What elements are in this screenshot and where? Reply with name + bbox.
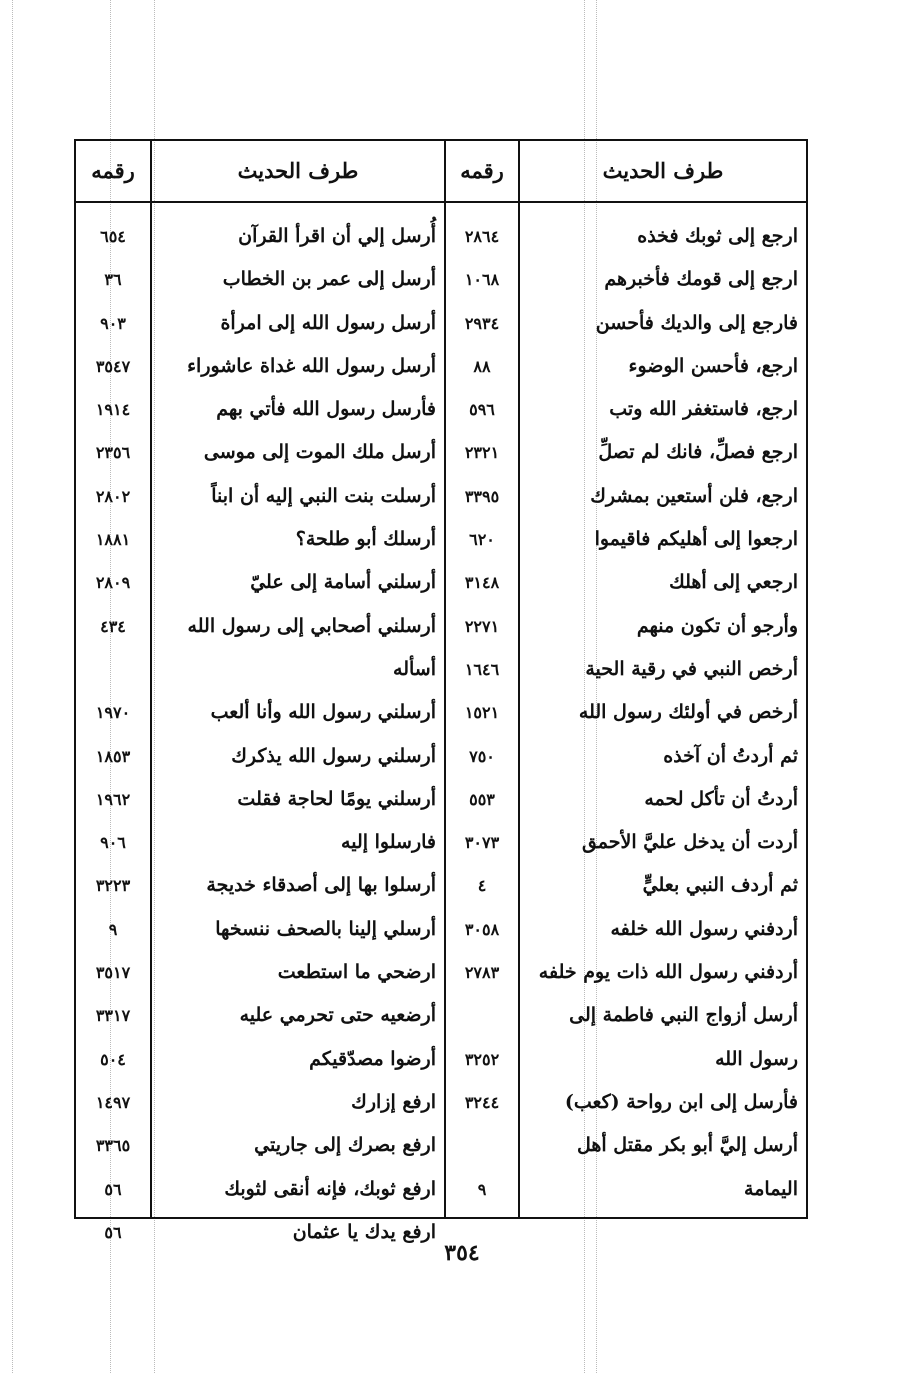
hadith-number: ٣٣٩٥ [464,486,500,506]
hadith-number: ٣١٤٨ [464,573,500,593]
hadith-number: ٣٢٥٢ [464,1049,500,1069]
hadith-phrase: أرسلني رسول الله يذكرك [231,744,436,767]
hadith-phrase: ثم أردتُ أن آخذه [663,744,798,767]
scan-guide-line [12,0,13,1373]
hadith-phrase: ارجعوا إلى أهليكم فاقيموا [594,528,798,551]
left-number-column [76,215,150,1254]
hadith-phrase: أردتُ أن تأكل لحمه [644,787,798,810]
hadith-number: ١٩٧٠ [95,703,131,723]
hadith-number: ٦٢٠ [469,530,495,550]
header-left-text: طرف الحديث [237,158,359,183]
hadith-number: ٥٦ [104,1179,122,1199]
hadith-phrase: أرسلني يومًا لحاجة فقلت [237,787,436,810]
hadith-number: ١٨٥٣ [95,746,131,766]
hadith-number [76,648,150,691]
header-right-text: طرف الحديث [602,158,724,183]
hadith-phrase: ارجع، فاستغفر الله وتب [609,398,798,421]
hadith-phrase: أرسل إليَّ أبو بكر مقتل أهل [577,1134,798,1157]
hadith-number: ٢٨٠٩ [95,573,131,593]
hadith-number: ٣٥٤٧ [95,356,131,376]
page-number: ٣٥٤ [444,1240,480,1266]
hadith-number: ٤٣٤ [100,616,126,636]
hadith-number: ٢٨٦٤ [464,227,500,246]
hadith-phrase: ثم أردف النبي بعليٍّ [642,874,798,897]
hadith-number: ٣٢٤٤ [464,1092,500,1112]
hadith-number: ٣٣١٧ [95,1006,131,1026]
hadith-phrase: أردفني رسول الله خلفه [610,917,798,940]
hadith-number: ١٦٤٦ [464,659,500,679]
hadith-number: ٢٧٨٣ [464,963,500,983]
hadith-number: ٤ [477,876,487,896]
hadith-phrase: أردت أن يدخل عليَّ الأحمق [581,831,798,854]
hadith-number: ٩٠٣ [100,313,126,333]
hadith-number: ٥٩٦ [469,400,495,420]
hadith-phrase: أرسل رسول الله غداة عاشوراء [187,354,436,377]
hadith-number: ٢٣٢١ [464,443,500,463]
index-table [74,139,808,1243]
hadith-phrase: ارفع ثوبك، فإنه أنقى لثوبك [224,1177,436,1200]
right-number-column [446,215,518,1211]
hadith-phrase: أرسلني أصحابي إلى رسول الله [187,614,436,637]
header-right-num: رقمه [460,158,504,183]
hadith-number [446,994,518,1037]
hadith-phrase: أرسلت بنت النبي إليه أن ابناً [211,484,436,507]
hadith-phrase: ارفع بصرك إلى جاريتي [254,1134,436,1157]
hadith-phrase: فأرسل رسول الله فأتي بهم [216,398,436,421]
hadith-number: ١٨٨١ [95,530,131,550]
hadith-number: ٧٥٠ [469,746,495,766]
hadith-phrase: أرضوا مصدّقيكم [309,1047,436,1070]
hadith-phrase: ارضحي ما استطعت [277,961,436,984]
hadith-phrase: ارجع، فأحسن الوضوء [628,354,798,377]
hadith-number [446,1124,518,1167]
hadith-phrase: فأرسل إلى ابن رواحة (كعب) [564,1090,798,1113]
hadith-phrase: أرسلي إلينا بالصحف ننسخها [215,917,436,940]
hadith-number: ٢٣٥٦ [95,443,131,463]
hadith-number: ٨٨ [473,356,491,376]
hadith-phrase: أردفني رسول الله ذات يوم خلفه [538,961,798,984]
hadith-number: ٣٣٦٥ [95,1136,131,1156]
hadith-number: ٣٦ [104,270,122,290]
hadith-number: ١٩٦٢ [95,789,131,809]
hadith-phrase: أرخص النبي في رقية الحية [585,657,798,680]
hadith-number: ٢٢٧١ [464,616,500,636]
hadith-number: ٢٨٠٢ [95,486,131,506]
left-text-column [152,215,444,1254]
hadith-phrase: فارسلوا إليه [341,831,436,854]
hadith-phrase: أرسلني أسامة إلى عليّ [250,571,436,594]
hadith-phrase: أُرسل إلي أن اقرأ القرآن [238,225,436,247]
hadith-number: ٣٠٧٣ [464,833,500,853]
hadith-phrase: أسأله [393,657,436,680]
right-text-column [520,215,806,1211]
hadith-phrase: ارجع إلى ثوبك فخذه [637,225,798,247]
hadith-number: ٣٥١٧ [95,963,131,983]
hadith-phrase: أرسلني رسول الله وأنا ألعب [210,701,436,724]
header-divider [76,201,806,203]
hadith-number: ٦٥٤ [100,227,126,246]
hadith-number: ١٤٩٧ [95,1092,131,1112]
hadith-phrase: أرسل رسول الله إلى امرأة [220,311,436,334]
hadith-phrase: رسول الله [715,1047,798,1070]
hadith-phrase: ارفع يدك يا عثمان [292,1220,436,1243]
hadith-phrase: أرسل إلى عمر بن الخطاب [222,268,436,291]
hadith-phrase: فارجع إلى والديك فأحسن [595,311,798,334]
hadith-number: ٥٠٤ [100,1049,126,1069]
hadith-number: ١٥٢١ [464,703,500,723]
hadith-phrase: أرضعيه حتى تحرمي عليه [239,1004,436,1027]
hadith-number: ١٠٦٨ [464,270,500,290]
hadith-phrase: ارجع إلى قومك فأخبرهم [604,268,798,291]
hadith-phrase: ارجع فصلِّ، فانك لم تصلِّ [598,441,798,464]
hadith-phrase: ارجعي إلى أهلك [669,571,798,594]
hadith-phrase: أرسل أزواج النبي فاطمة إلى [569,1004,798,1027]
hadith-phrase: أرسلوا بها إلى أصدقاء خديجة [206,874,436,897]
hadith-phrase: أرخص في أولئك رسول الله [578,701,798,724]
hadith-phrase: أرسلك أبو طلحة؟ [295,528,436,551]
hadith-number: ٣٠٥٨ [464,919,500,939]
hadith-phrase: أرسل ملك الموت إلى موسى [203,441,436,464]
hadith-phrase: اليمامة [744,1177,798,1200]
hadith-number: ٣٢٢٣ [95,876,131,896]
hadith-number: ٥٥٣ [469,789,495,809]
hadith-number: ٢٩٣٤ [464,313,500,333]
hadith-number: ١٩١٤ [95,400,131,420]
hadith-phrase: ارجع، فلن أستعين بمشرك [590,484,798,507]
hadith-number: ٩ [108,919,118,939]
hadith-number: ٩ [477,1179,487,1199]
hadith-number: ٩٠٦ [100,833,126,853]
hadith-number: ٥٦ [104,1222,122,1242]
hadith-phrase: وأرجو أن تكون منهم [636,614,798,637]
header-left-num: رقمه [91,158,135,183]
hadith-phrase: ارفع إزارك [351,1090,436,1113]
